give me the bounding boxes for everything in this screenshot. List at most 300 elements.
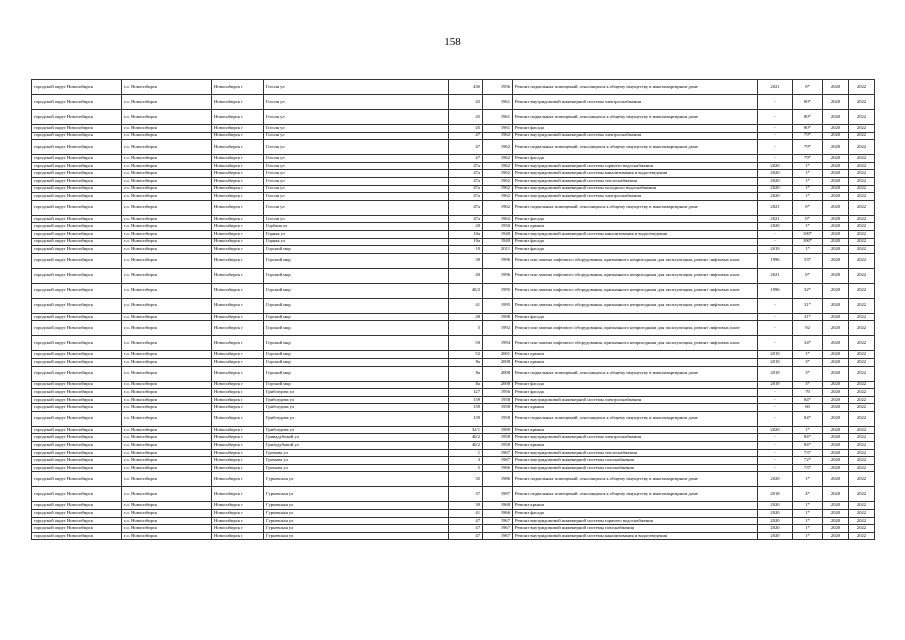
cell-last-repair-year: -	[758, 95, 793, 110]
cell-city: Новосибирск г	[212, 502, 264, 510]
cell-municipality: городской округ Новосибирск	[32, 200, 122, 215]
cell-work-type: Ремонт внутридомовой инженерной системы электроснабжения	[513, 95, 758, 110]
cell-plan-start: 2020	[823, 110, 849, 125]
cell-plan-start: 2020	[823, 510, 849, 518]
cell-settlement: г.о. Новосибирск	[122, 155, 212, 163]
table-row	[32, 532, 875, 540]
cell-settlement: г.о. Новосибирск	[122, 502, 212, 510]
cell-work-type: Ремонт или замена лифтового оборудования, признанного непригодным для эксплуатации, ремонт лифтовых шахт	[513, 283, 758, 298]
cell-last-repair-year: -	[758, 298, 793, 313]
table-row	[32, 298, 875, 313]
cell-city: Новосибирск г	[212, 313, 264, 321]
cell-work-type: Ремонт внутридомовой инженерной системы теплоснабжения	[513, 177, 758, 185]
cell-house: 47	[449, 132, 483, 140]
cell-house: 47а	[449, 185, 483, 193]
cell-municipality: городской округ Новосибирск	[32, 532, 122, 540]
cell-municipality: городской округ Новосибирск	[32, 525, 122, 533]
cell-last-repair-year: -	[758, 389, 793, 397]
cell-last-repair-year: 2020	[758, 502, 793, 510]
cell-city: Новосибирск г	[212, 464, 264, 472]
cell-settlement: г.о. Новосибирск	[122, 396, 212, 404]
cell-work-type: Ремонт внутридомовой инженерной системы электроснабжения	[513, 434, 758, 442]
cell-city: Новосибирск г	[212, 358, 264, 366]
table-row	[32, 177, 875, 185]
cell-last-repair-year: 2019	[758, 246, 793, 254]
cell-wear-percent: 1*	[793, 193, 823, 201]
table-row	[32, 404, 875, 412]
table-row	[32, 170, 875, 178]
cell-wear-percent: 80*	[793, 110, 823, 125]
cell-wear-percent: 0*	[793, 268, 823, 283]
cell-street: Гривадубовой ул	[264, 434, 449, 442]
cell-house: 45	[449, 95, 483, 110]
cell-street: Гоголя ул	[264, 80, 449, 95]
cell-settlement: г.о. Новосибирск	[122, 283, 212, 298]
cell-wear-percent: 72*	[793, 457, 823, 465]
cell-last-repair-year: 2020	[758, 517, 793, 525]
cell-house: 45	[449, 125, 483, 133]
cell-plan-end: 2022	[849, 532, 875, 540]
cell-settlement: г.о. Новосибирск	[122, 336, 212, 351]
cell-house: 40	[449, 268, 483, 283]
cell-municipality: городской округ Новосибирск	[32, 449, 122, 457]
cell-work-type: Ремонт фасада	[513, 125, 758, 133]
cell-plan-end: 2022	[849, 442, 875, 450]
cell-house: 47	[449, 155, 483, 163]
cell-municipality: городской округ Новосибирск	[32, 321, 122, 336]
cell-work-type: Ремонт внутридомовой инженерной системы электроснабжения	[513, 396, 758, 404]
cell-work-type: Ремонт крыши	[513, 404, 758, 412]
cell-street: Гоголя ул	[264, 177, 449, 185]
cell-work-type: Ремонт внутридомовой инженерной системы газоснабжения	[513, 464, 758, 472]
cell-build-year: 1961	[483, 110, 513, 125]
cell-municipality: городской округ Новосибирск	[32, 140, 122, 155]
cell-plan-start: 2020	[823, 426, 849, 434]
cell-house: 5	[449, 321, 483, 336]
cell-house: 35	[449, 472, 483, 487]
table-row	[32, 358, 875, 366]
cell-settlement: г.о. Новосибирск	[122, 472, 212, 487]
cell-build-year: 1958	[483, 404, 513, 412]
cell-municipality: городской округ Новосибирск	[32, 351, 122, 359]
cell-street: Гоголя ул	[264, 155, 449, 163]
cell-last-repair-year: -	[758, 313, 793, 321]
cell-build-year: 1962	[483, 170, 513, 178]
cell-house: 47	[449, 532, 483, 540]
cell-house: 8а	[449, 366, 483, 381]
cell-work-type: Ремонт фасада	[513, 238, 758, 246]
table-row	[32, 313, 875, 321]
cell-wear-percent: 1*	[793, 170, 823, 178]
cell-build-year: 1962	[483, 215, 513, 223]
cell-municipality: городской округ Новосибирск	[32, 426, 122, 434]
cell-work-type: Ремонт подвальных помещений, относящихся к общему имуществу в многоквартирном доме	[513, 200, 758, 215]
cell-plan-start: 2020	[823, 517, 849, 525]
cell-last-repair-year: -	[758, 457, 793, 465]
cell-plan-start: 2020	[823, 532, 849, 540]
cell-plan-end: 2022	[849, 502, 875, 510]
cell-work-type: Ремонт крыши	[513, 351, 758, 359]
cell-plan-end: 2022	[849, 95, 875, 110]
cell-municipality: городской округ Новосибирск	[32, 215, 122, 223]
cell-municipality: городской округ Новосибирск	[32, 472, 122, 487]
cell-street: Гурьевская ул	[264, 510, 449, 518]
cell-settlement: г.о. Новосибирск	[122, 532, 212, 540]
cell-plan-start: 2020	[823, 464, 849, 472]
cell-municipality: городской округ Новосибирск	[32, 434, 122, 442]
cell-work-type: Ремонт внутридомовой инженерной системы газоснабжения	[513, 457, 758, 465]
cell-plan-start: 2020	[823, 140, 849, 155]
cell-city: Новосибирск г	[212, 426, 264, 434]
cell-wear-percent: 60	[793, 404, 823, 412]
cell-work-type: Ремонт или замена лифтового оборудования, признанного непригодным для эксплуатации, ремонт лифтовых шахт	[513, 321, 758, 336]
cell-municipality: городской округ Новосибирск	[32, 442, 122, 450]
cell-city: Новосибирск г	[212, 170, 264, 178]
cell-municipality: городской округ Новосибирск	[32, 366, 122, 381]
cell-build-year: 2011	[483, 246, 513, 254]
cell-work-type: Ремонт фасада	[513, 313, 758, 321]
cell-settlement: г.о. Новосибирск	[122, 215, 212, 223]
cell-work-type: Ремонт подвальных помещений, относящихся к общему имуществу в многоквартирном доме	[513, 472, 758, 487]
cell-build-year: 1992	[483, 321, 513, 336]
cell-build-year: 2001	[483, 351, 513, 359]
cell-street: Громова ул	[264, 449, 449, 457]
cell-house: 41	[449, 510, 483, 518]
table-row	[32, 525, 875, 533]
cell-municipality: городской округ Новосибирск	[32, 283, 122, 298]
cell-plan-end: 2022	[849, 358, 875, 366]
cell-wear-percent: 1*	[793, 185, 823, 193]
cell-plan-start: 2020	[823, 80, 849, 95]
cell-city: Новосибирск г	[212, 253, 264, 268]
cell-plan-end: 2022	[849, 125, 875, 133]
cell-city: Новосибирск г	[212, 411, 264, 426]
cell-settlement: г.о. Новосибирск	[122, 411, 212, 426]
cell-plan-start: 2020	[823, 215, 849, 223]
cell-last-repair-year: -	[758, 321, 793, 336]
cell-plan-end: 2022	[849, 80, 875, 95]
cell-build-year: 1956	[483, 389, 513, 397]
cell-work-type: Ремонт внутридомовой инженерной системы канализования и водоотведения	[513, 532, 758, 540]
cell-house: 47	[449, 525, 483, 533]
cell-settlement: г.о. Новосибирск	[122, 80, 212, 95]
cell-last-repair-year: 2020	[758, 510, 793, 518]
cell-last-repair-year: 2021	[758, 80, 793, 95]
cell-last-repair-year: -	[758, 449, 793, 457]
cell-plan-end: 2022	[849, 472, 875, 487]
cell-house: 40/2	[449, 442, 483, 450]
cell-last-repair-year: -	[758, 396, 793, 404]
table-row	[32, 246, 875, 254]
cell-build-year: 1958	[483, 442, 513, 450]
cell-settlement: г.о. Новосибирск	[122, 389, 212, 397]
cell-settlement: г.о. Новосибирск	[122, 366, 212, 381]
cell-plan-end: 2022	[849, 396, 875, 404]
cell-house: 47а	[449, 200, 483, 215]
table-row	[32, 442, 875, 450]
cell-municipality: городской округ Новосибирск	[32, 510, 122, 518]
cell-municipality: городской округ Новосибирск	[32, 185, 122, 193]
table-body	[32, 80, 875, 540]
cell-work-type: Ремонт внутридомовой инженерной системы электроснабжения	[513, 132, 758, 140]
cell-work-type: Ремонт внутридомовой инженерной системы канализования и водоотведения	[513, 170, 758, 178]
cell-last-repair-year: -	[758, 155, 793, 163]
cell-last-repair-year: -	[758, 230, 793, 238]
cell-plan-start: 2020	[823, 268, 849, 283]
cell-work-type: Ремонт крыши	[513, 502, 758, 510]
cell-work-type: Ремонт фасада	[513, 510, 758, 518]
cell-build-year: 1962	[483, 132, 513, 140]
cell-plan-start: 2020	[823, 155, 849, 163]
cell-last-repair-year: 2020	[758, 223, 793, 231]
cell-municipality: городской округ Новосибирск	[32, 464, 122, 472]
cell-wear-percent: 1*	[793, 162, 823, 170]
cell-street: Горский мкр	[264, 253, 449, 268]
cell-city: Новосибирск г	[212, 230, 264, 238]
page-number: 158	[444, 36, 461, 48]
cell-plan-end: 2022	[849, 200, 875, 215]
cell-house: 1	[449, 449, 483, 457]
cell-house: 52	[449, 351, 483, 359]
cell-settlement: г.о. Новосибирск	[122, 170, 212, 178]
cell-build-year: 1995	[483, 283, 513, 298]
cell-build-year: 1961	[483, 125, 513, 133]
cell-street: Горский мкр	[264, 268, 449, 283]
cell-street: Грибоедова ул	[264, 404, 449, 412]
cell-last-repair-year: 2020	[758, 532, 793, 540]
table-row	[32, 336, 875, 351]
cell-wear-percent: 1*	[793, 517, 823, 525]
cell-wear-percent: 80*	[793, 125, 823, 133]
cell-work-type: Ремонт внутридомовой инженерной системы горячего водоснабжения	[513, 517, 758, 525]
cell-street: Гризодубовой ул	[264, 442, 449, 450]
cell-plan-end: 2022	[849, 313, 875, 321]
table-row	[32, 396, 875, 404]
cell-plan-end: 2022	[849, 268, 875, 283]
cell-wear-percent: 4*	[793, 487, 823, 502]
cell-plan-end: 2022	[849, 525, 875, 533]
cell-build-year: 1940	[483, 238, 513, 246]
cell-build-year: 1940	[483, 230, 513, 238]
cell-last-repair-year: -	[758, 125, 793, 133]
table-row	[32, 95, 875, 110]
cell-work-type: Ремонт крыши	[513, 442, 758, 450]
cell-municipality: городской округ Новосибирск	[32, 396, 122, 404]
cell-wear-percent: 0*	[793, 200, 823, 215]
cell-street: Гурьевская ул	[264, 532, 449, 540]
cell-city: Новосибирск г	[212, 246, 264, 254]
cell-street: Горский мкр	[264, 313, 449, 321]
cell-plan-start: 2020	[823, 313, 849, 321]
cell-plan-end: 2022	[849, 336, 875, 351]
cell-build-year: 1967	[483, 532, 513, 540]
cell-house: 40/2	[449, 283, 483, 298]
cell-street: Грибоедова ул	[264, 396, 449, 404]
table-row	[32, 449, 875, 457]
cell-municipality: городской округ Новосибирск	[32, 230, 122, 238]
cell-city: Новосибирск г	[212, 457, 264, 465]
cell-wear-percent: 100*	[793, 230, 823, 238]
cell-settlement: г.о. Новосибирск	[122, 525, 212, 533]
cell-work-type: Ремонт крыши	[513, 426, 758, 434]
cell-build-year: 2008	[483, 366, 513, 381]
cell-city: Новосибирск г	[212, 140, 264, 155]
cell-plan-end: 2022	[849, 434, 875, 442]
cell-plan-start: 2020	[823, 381, 849, 389]
cell-house: 47а	[449, 177, 483, 185]
cell-wear-percent: 79*	[793, 140, 823, 155]
cell-build-year: 1967	[483, 517, 513, 525]
cell-plan-start: 2020	[823, 449, 849, 457]
cell-house: 47а	[449, 162, 483, 170]
cell-settlement: г.о. Новосибирск	[122, 95, 212, 110]
cell-settlement: г.о. Новосибирск	[122, 110, 212, 125]
cell-house: 47	[449, 517, 483, 525]
cell-settlement: г.о. Новосибирск	[122, 140, 212, 155]
cell-build-year: 1958	[483, 411, 513, 426]
table-row	[32, 268, 875, 283]
table-row	[32, 381, 875, 389]
cell-settlement: г.о. Новосибирск	[122, 434, 212, 442]
cell-build-year: 1962	[483, 193, 513, 201]
cell-wear-percent: 80*	[793, 95, 823, 110]
cell-plan-end: 2022	[849, 155, 875, 163]
cell-city: Новосибирск г	[212, 381, 264, 389]
cell-last-repair-year: -	[758, 336, 793, 351]
cell-street: Горная ул	[264, 230, 449, 238]
table-row	[32, 140, 875, 155]
cell-street: Гурьевская ул	[264, 502, 449, 510]
cell-plan-start: 2020	[823, 162, 849, 170]
cell-street: Горский мкр	[264, 298, 449, 313]
cell-plan-start: 2020	[823, 358, 849, 366]
cell-wear-percent: 1*	[793, 532, 823, 540]
cell-city: Новосибирск г	[212, 442, 264, 450]
cell-house: 20	[449, 223, 483, 231]
cell-last-repair-year: 2021	[758, 200, 793, 215]
cell-street: Громова ул	[264, 464, 449, 472]
cell-street: Грибоедова ул	[264, 426, 449, 434]
cell-build-year: 1958	[483, 434, 513, 442]
cell-work-type: Ремонт фасада	[513, 215, 758, 223]
cell-plan-start: 2020	[823, 336, 849, 351]
cell-last-repair-year: 2020	[758, 193, 793, 201]
cell-build-year: 1986	[483, 472, 513, 487]
cell-settlement: г.о. Новосибирск	[122, 200, 212, 215]
cell-build-year: 1967	[483, 449, 513, 457]
cell-municipality: городской округ Новосибирск	[32, 162, 122, 170]
cell-street: Гоголя ул	[264, 200, 449, 215]
cell-municipality: городской округ Новосибирск	[32, 155, 122, 163]
cell-plan-start: 2020	[823, 321, 849, 336]
cell-house: 8а	[449, 358, 483, 366]
cell-city: Новосибирск г	[212, 132, 264, 140]
repair-schedule-table	[31, 79, 875, 540]
cell-municipality: городской округ Новосибирск	[32, 132, 122, 140]
table-row	[32, 162, 875, 170]
repair-schedule-table-wrapper	[31, 79, 874, 540]
cell-build-year: 1967	[483, 525, 513, 533]
cell-wear-percent: 84*	[793, 442, 823, 450]
cell-plan-start: 2020	[823, 283, 849, 298]
cell-street: Горский мкр	[264, 246, 449, 254]
cell-plan-start: 2020	[823, 223, 849, 231]
cell-build-year: 2008	[483, 358, 513, 366]
cell-city: Новосибирск г	[212, 125, 264, 133]
cell-work-type: Ремонт подвальных помещений, относящихся к общему имуществу в многоквартирном доме	[513, 487, 758, 502]
cell-wear-percent: 0*	[793, 80, 823, 95]
cell-city: Новосибирск г	[212, 193, 264, 201]
cell-street: Горский мкр	[264, 351, 449, 359]
cell-plan-start: 2020	[823, 246, 849, 254]
cell-street: Гоголя ул	[264, 215, 449, 223]
cell-street: Гурьевская ул	[264, 517, 449, 525]
cell-last-repair-year: -	[758, 404, 793, 412]
table-row	[32, 230, 875, 238]
cell-wear-percent: 53*	[793, 253, 823, 268]
cell-plan-end: 2022	[849, 132, 875, 140]
cell-city: Новосибирск г	[212, 223, 264, 231]
cell-wear-percent: 1*	[793, 472, 823, 487]
table-row	[32, 510, 875, 518]
cell-work-type: Ремонт подвальных помещений, относящихся к общему имуществу в многоквартирном доме	[513, 411, 758, 426]
cell-wear-percent: 31*	[793, 298, 823, 313]
cell-work-type: Ремонт или замена лифтового оборудования, признанного непригодным для эксплуатации, ремонт лифтовых шахт	[513, 336, 758, 351]
cell-settlement: г.о. Новосибирск	[122, 253, 212, 268]
table-row	[32, 351, 875, 359]
cell-municipality: городской округ Новосибирск	[32, 253, 122, 268]
cell-street: Громова ул	[264, 457, 449, 465]
cell-settlement: г.о. Новосибирск	[122, 298, 212, 313]
cell-city: Новосибирск г	[212, 238, 264, 246]
cell-wear-percent: 100*	[793, 238, 823, 246]
cell-city: Новосибирск г	[212, 283, 264, 298]
cell-plan-end: 2022	[849, 162, 875, 170]
cell-build-year: 1962	[483, 200, 513, 215]
cell-last-repair-year: 2019	[758, 381, 793, 389]
cell-street: Горский мкр	[264, 381, 449, 389]
cell-municipality: городской округ Новосибирск	[32, 389, 122, 397]
cell-last-repair-year: 2020	[758, 170, 793, 178]
cell-last-repair-year: 2020	[758, 185, 793, 193]
table-row	[32, 80, 875, 95]
cell-municipality: городской округ Новосибирск	[32, 313, 122, 321]
cell-city: Новосибирск г	[212, 80, 264, 95]
table-row	[32, 193, 875, 201]
cell-municipality: городской округ Новосибирск	[32, 358, 122, 366]
cell-wear-percent: 79*	[793, 155, 823, 163]
cell-municipality: городской округ Новосибирск	[32, 170, 122, 178]
cell-municipality: городской округ Новосибирск	[32, 80, 122, 95]
cell-build-year: 1961	[483, 95, 513, 110]
cell-work-type: Ремонт внутридомовой инженерной системы газоснабжения	[513, 525, 758, 533]
table-row	[32, 434, 875, 442]
cell-plan-start: 2020	[823, 434, 849, 442]
cell-street: Гурьевская ул	[264, 487, 449, 502]
cell-last-repair-year: 2020	[758, 162, 793, 170]
cell-house: 139	[449, 396, 483, 404]
cell-settlement: г.о. Новосибирск	[122, 246, 212, 254]
cell-plan-end: 2022	[849, 464, 875, 472]
cell-street: Грибоедова ул	[264, 411, 449, 426]
cell-wear-percent: 79*	[793, 132, 823, 140]
cell-settlement: г.о. Новосибирск	[122, 238, 212, 246]
cell-plan-end: 2022	[849, 487, 875, 502]
cell-city: Новосибирск г	[212, 487, 264, 502]
cell-settlement: г.о. Новосибирск	[122, 185, 212, 193]
table-row	[32, 283, 875, 298]
cell-build-year: 1962	[483, 185, 513, 193]
